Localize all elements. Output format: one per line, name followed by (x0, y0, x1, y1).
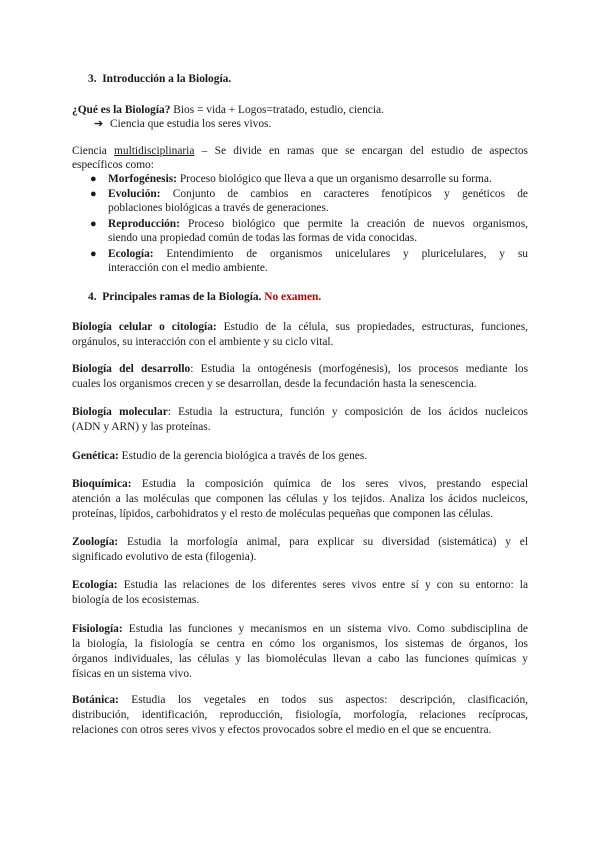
branch-text: : Estudia la estructura, función y composición de los ácidos nucleicos (167, 406, 528, 418)
bullet-icon: ● (90, 248, 97, 260)
underlined-term: multidisciplinaria (114, 145, 195, 157)
branch-text: la biología, la fisiología se centra en cómo los organismos, los sistemas de órganos, los (72, 638, 528, 650)
branch-8-line-2 (72, 723, 528, 738)
branch-8-line-1 (72, 708, 528, 723)
branch-term: Fisiología: (72, 623, 123, 635)
branch-1-line-1 (72, 377, 528, 392)
branch-text: : Estudia la ontogénesis (morfogénesis), los procesos mediante los (190, 363, 528, 375)
bullet-morfogenesis (108, 172, 528, 187)
branch-term: Biología molecular (72, 406, 168, 418)
branch-text: órganos individuales, las células y las biomoléculas llevan a cabo las funciones químicas y (72, 653, 528, 665)
branch-0-line-0 (72, 320, 528, 335)
text-a: Ciencia (72, 145, 115, 157)
branch-2-line-0 (72, 405, 528, 420)
branch-text: Estudia las funciones y mecanismos en un sistema vivo. Como subdisciplina de (122, 623, 528, 635)
branch-text: significado evolutivo de esta (filogenia). (72, 551, 257, 563)
section-title: Introducción a la Biología. (102, 73, 232, 85)
bullet-reproduccion (108, 217, 528, 232)
branch-term: Zoología: (72, 536, 119, 548)
branch-text: (ADN y ARN) y las proteínas. (72, 421, 211, 433)
branch-6-line-0 (72, 578, 528, 593)
exam-note: No examen. (261, 291, 322, 303)
question-term: ¿Qué es la Biología? (72, 104, 171, 116)
branch-5-line-0 (72, 535, 528, 550)
arrow-text: Ciencia que estudia los seres vivos. (110, 118, 272, 130)
branch-text: Estudia los vegetales en todos sus aspectos: descripción, clasificación, (118, 694, 528, 706)
branch-text: relaciones con otros seres vivos y efectos provocados sobre el medio en el que se encuentra. (72, 724, 492, 736)
branch-4-line-2 (72, 507, 528, 522)
bullet-icon: ● (90, 218, 97, 230)
branch-text: distribución, identificación, reproducción, fisiología, morfología, relaciones recíprocas, (72, 709, 528, 721)
bullet-evolucion-line-2: poblaciones biológicas a través de generaciones. (108, 202, 329, 214)
definition-text: Bios = vida + Logos=tratado, estudio, ciencia. (170, 104, 384, 116)
section-3-heading (88, 72, 544, 87)
branch-text: proteínas, lípidos, carbohidratos y el resto de moléculas pequeñas que componen las células. (72, 508, 494, 520)
branch-term: Ecología: (72, 579, 118, 591)
branch-term: Bioquímica: (72, 478, 132, 490)
branch-term: Biología celular o citología: (72, 321, 217, 333)
branch-text: orgánulos, su interacción con el ambiente y su ciclo vital. (72, 336, 334, 348)
bullet-ecologia-line-2: interacción con el medio ambiente. (108, 262, 268, 274)
branch-6-line-1 (72, 593, 528, 608)
branch-4-line-1 (72, 492, 528, 507)
bullet-reproduccion-line-2: siendo una propiedad común de todas las formas de vida conocidas. (108, 232, 418, 244)
bullet-icon: ● (90, 188, 97, 200)
branch-2-line-1 (72, 420, 528, 435)
branch-text: Estudio de la gerencia biológica a través de los genes. (118, 450, 368, 462)
branch-text: Estudia la composición química de los seres vivos, prestando especial (131, 478, 528, 490)
branch-7-line-3 (72, 667, 528, 682)
multidisciplinary-line-2: específicos como: (72, 159, 154, 171)
bullet-term: Reproducción: (108, 218, 180, 230)
branch-text: biología de los ecosistemas. (72, 594, 200, 606)
bullet-text: Proceso biológico que lleva a que un organismo desarrolle su forma. (176, 173, 492, 185)
section-number: 4. (88, 291, 97, 303)
bullet-term: Morfogénesis: (108, 173, 177, 185)
branch-7-line-1 (72, 637, 528, 652)
bullet-text: Conjunto de cambios en caracteres fenotípicos y genéticos de (160, 188, 528, 200)
branch-7-line-0 (72, 622, 528, 637)
section-title: Principales ramas de la Biología. (102, 291, 262, 303)
branch-text: físicas en un sistema vivo. (72, 668, 192, 680)
branch-term: Genética: (72, 450, 119, 462)
text-b: – Se divide en ramas que se encargan del estudio de aspectos (194, 145, 528, 157)
bullet-term: Ecología: (108, 248, 154, 260)
branch-text: Estudio de la célula, sus propiedades, estructuras, funciones, (216, 321, 528, 333)
branch-4-line-0 (72, 477, 528, 492)
branch-1-line-0 (72, 362, 528, 377)
branch-term: Biología del desarrollo (72, 363, 191, 375)
branch-5-line-1 (72, 550, 528, 565)
bullet-icon: ● (90, 173, 97, 185)
branch-3-line-0 (72, 449, 528, 464)
branch-text: Estudia la morfología animal, para explicar su diversidad (sistemática) y el (118, 536, 528, 548)
section-4-heading (88, 290, 544, 305)
bullet-text: Entendimiento de organismos unicelulares y pluricelulares, y su (153, 248, 528, 260)
branch-term: Botánica: (72, 694, 119, 706)
bullet-ecologia (108, 247, 528, 262)
branch-8-line-0 (72, 693, 528, 708)
branch-text: cuales los organismos crecen y se desarrollan, desde la fecundación hasta la senescencia. (72, 378, 477, 390)
arrow-icon: ➔ (94, 118, 104, 130)
bullet-term: Evolución: (108, 188, 161, 200)
multidisciplinary-line-1 (72, 144, 528, 159)
branch-7-line-2 (72, 652, 528, 667)
branch-text: atención a las moléculas que componen las células y los tejidos. Analiza los ácidos nucleicos, (72, 493, 528, 505)
branch-0-line-1 (72, 335, 528, 350)
bullet-evolucion (108, 187, 528, 202)
definition-line (72, 103, 528, 118)
bullet-text: Proceso biológico que permite la creación de nuevos organismos, (179, 218, 528, 230)
branch-text: Estudia las relaciones de los diferentes seres vivos entre sí y con su entorno: la (117, 579, 528, 591)
section-number: 3. (88, 73, 97, 85)
